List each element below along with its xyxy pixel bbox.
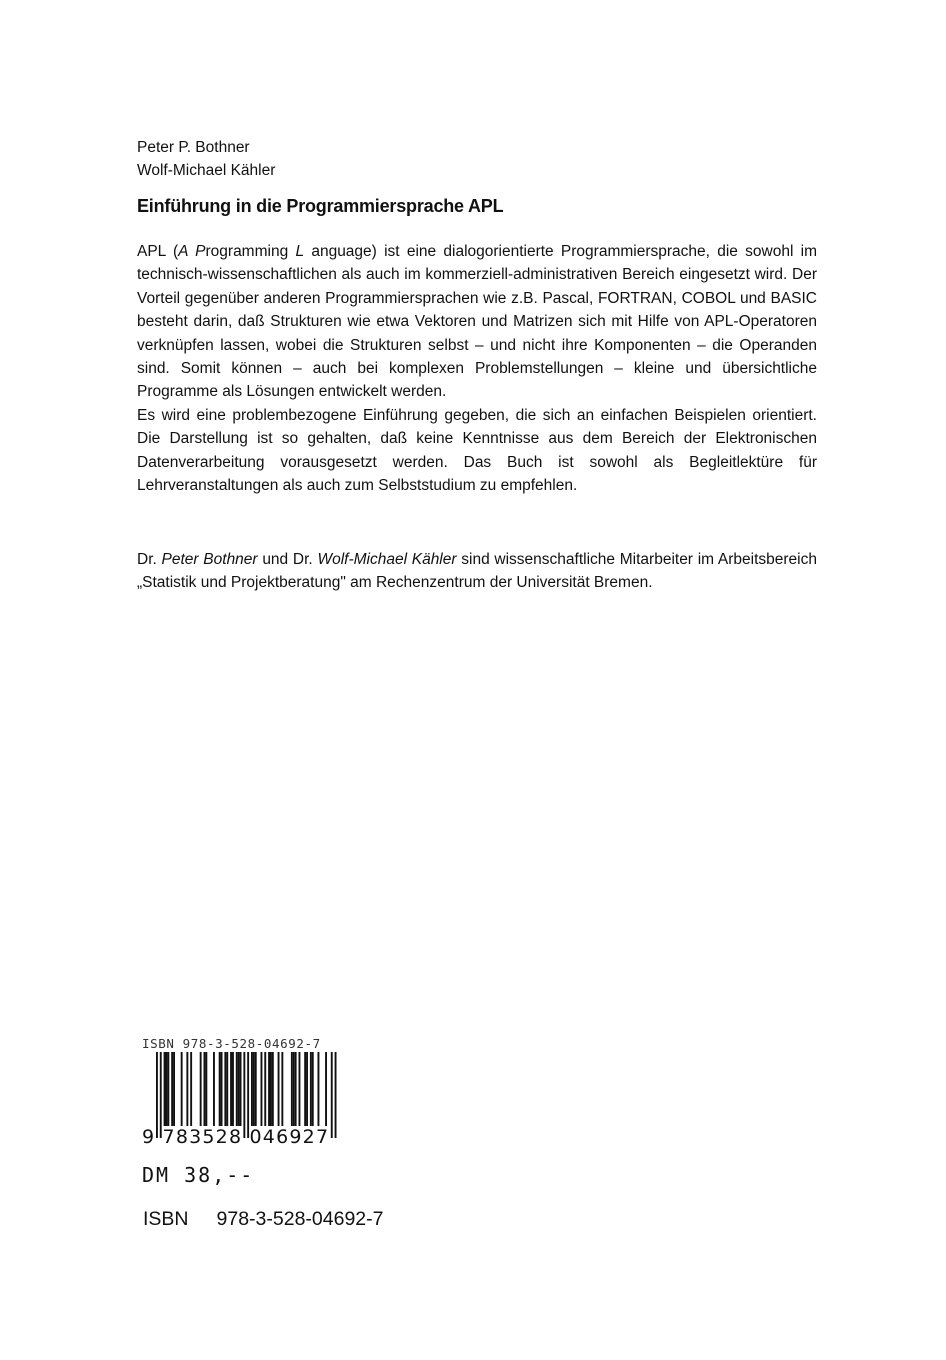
description-paragraph-1: APL (A Programming L anguage) ist eine dialogorientierte Programmiersprache, die sowohl im technisch-wissenschaftlichen als auch im kommerziell-administrativen Bereich eingesetzt wird. Der Vorteil gegenüber anderen Programmiersprachen wie z.B. Pascal, FORTRAN, COBOL und BASIC besteht darin, daß Strukturen wie etwa Vektoren und Matrizen sich mit Hilfe von APL-Operatoren verknüpfen lassen, wobei die Strukturen selbst – und nicht ihre Komponenten – die Operanden sind. Somit können – auch bei komplexen Problemstellungen – kleine und übersichtliche Programme als Lösungen entwickelt werden.	[137, 243, 817, 401]
barcode-bar	[213, 1052, 215, 1126]
barcode-bar	[205, 1052, 207, 1126]
barcode-bar	[232, 1052, 234, 1126]
barcode-digits: 9 783528 046927	[142, 1126, 330, 1148]
barcode-bar	[335, 1052, 337, 1138]
isbn-footer	[143, 1208, 383, 1231]
barcode-bar	[261, 1052, 263, 1126]
author-list	[137, 136, 817, 182]
barcode-bar	[272, 1052, 274, 1126]
barcode-bar	[166, 1052, 168, 1126]
barcode-bar	[240, 1052, 242, 1126]
barcode-bar	[224, 1052, 226, 1126]
barcode-bar	[230, 1052, 232, 1126]
barcode-bar	[173, 1052, 175, 1126]
barcode-bar	[295, 1052, 297, 1126]
barcode-bar	[181, 1052, 183, 1126]
author-1: Peter P. Bothner	[137, 139, 250, 156]
barcode-bar	[186, 1052, 188, 1126]
barcode-bar	[253, 1052, 255, 1126]
barcode-bar	[281, 1052, 283, 1126]
barcode-block	[142, 1036, 352, 1152]
barcode-bar	[238, 1052, 240, 1126]
description	[137, 240, 817, 497]
barcode-bar	[306, 1052, 308, 1126]
book-title: Einführung in die Programmiersprache APL	[137, 196, 504, 216]
barcode-bar	[251, 1052, 253, 1126]
barcode-bar	[293, 1052, 295, 1126]
barcode-isbn-label: ISBN 978-3-528-04692-7	[142, 1036, 321, 1051]
barcode-bar	[310, 1052, 312, 1126]
barcode-bar	[268, 1052, 270, 1126]
barcode-bar	[164, 1052, 166, 1126]
barcode-bar	[226, 1052, 228, 1126]
barcode-bar	[171, 1052, 173, 1126]
barcode-bar	[278, 1052, 280, 1126]
barcode-bar	[264, 1052, 266, 1126]
barcode-bar	[299, 1052, 301, 1126]
barcode-bar	[318, 1052, 320, 1126]
barcode-bar	[219, 1052, 221, 1126]
isbn-footer-number: 978-3-528-04692-7	[216, 1208, 384, 1230]
about-authors: Dr. Peter Bothner und Dr. Wolf-Michael Kähler sind wissenschaftliche Mitarbeiter im Arbeitsbereich „Statistik und Projektberatung" am Rechenzentrum der Universität Bremen.	[137, 551, 817, 592]
barcode-bar	[221, 1052, 223, 1126]
barcode-bar	[236, 1052, 238, 1126]
barcode-bar	[255, 1052, 257, 1126]
barcode-bar	[200, 1052, 202, 1126]
isbn-footer-label: ISBN	[143, 1208, 189, 1230]
barcode-bar	[204, 1052, 206, 1126]
barcode-bar	[312, 1052, 314, 1126]
barcode-bar	[304, 1052, 306, 1126]
author-2: Wolf-Michael Kähler	[137, 162, 276, 179]
barcode-bar	[190, 1052, 192, 1126]
barcode-bar	[291, 1052, 293, 1126]
barcode-bar	[167, 1052, 169, 1126]
barcode-bar	[270, 1052, 272, 1126]
price: DM 38,--	[142, 1163, 255, 1187]
description-paragraph-2: Es wird eine problembezogene Einführung gegeben, die sich an einfachen Beispielen orientiert. Die Darstellung ist so gehalten, daß keine Kenntnisse aus dem Bereich der Elektronischen Datenverarbeitung vorausgesetzt werden. Das Buch ist sowohl als Begleitlektüre für Lehrveranstaltungen als auch zum Selbststudium zu empfehlen.	[137, 406, 817, 495]
barcode-bar	[325, 1052, 327, 1126]
